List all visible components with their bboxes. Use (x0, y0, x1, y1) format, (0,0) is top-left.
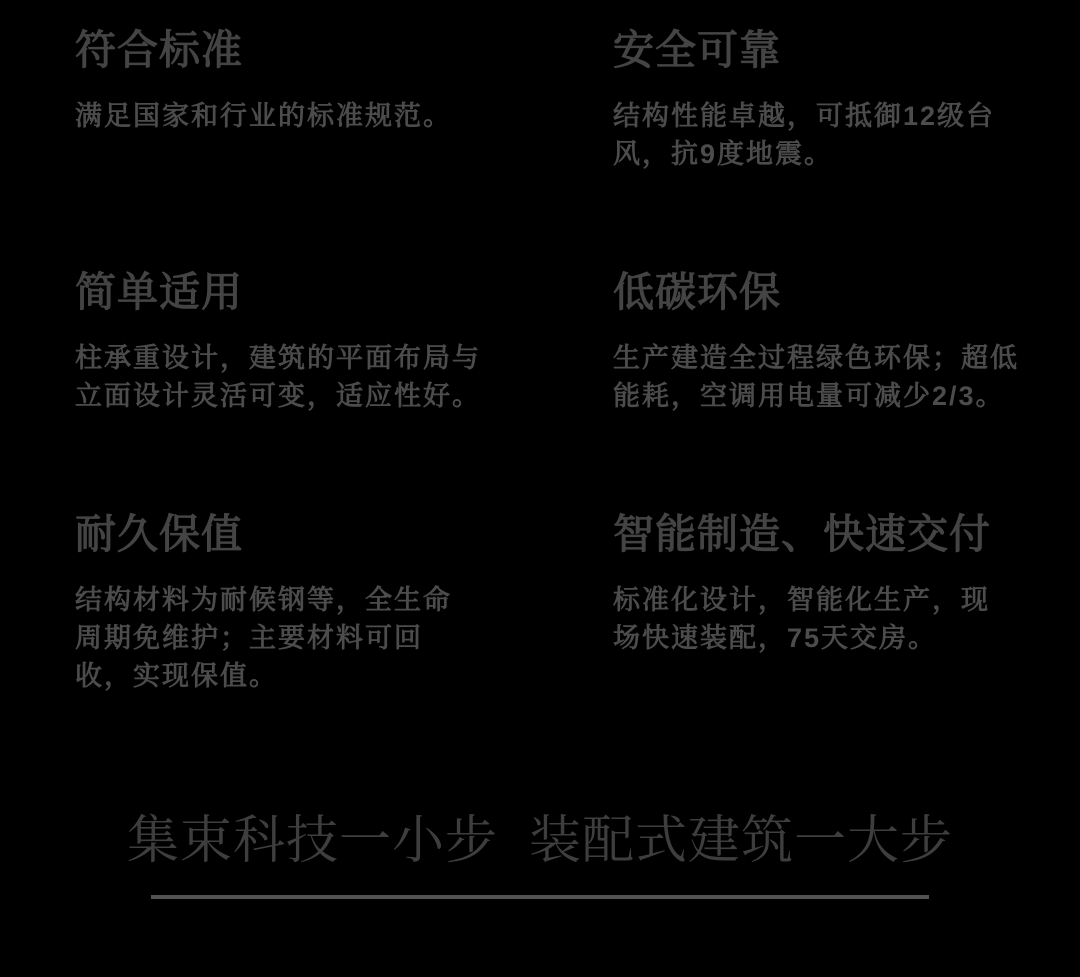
feature-item-smart-fast-delivery (613, 510, 1060, 752)
description-line: 结构性能卓越，可抵御12级台 (613, 101, 996, 132)
feature-title: 简单适用 (75, 269, 243, 315)
description-line: 生产建造全过程绿色环保；超低 (613, 343, 1019, 374)
feature-title: 符合标准 (75, 27, 243, 73)
slogan-text: 集束科技一小步 装配式建筑一大步 (127, 812, 953, 870)
description-line: 收，实现保值。 (75, 661, 278, 692)
description-line: 柱承重设计，建筑的平面布局与 (75, 343, 481, 374)
description-line: 风，抗9度地震。 (613, 139, 834, 170)
feature-title: 智能制造、快速交付 (613, 511, 991, 557)
feature-description (613, 339, 1060, 415)
feature-description (613, 97, 1060, 173)
description-line: 场快速装配，75天交房。 (613, 623, 938, 654)
description-line: 周期免维护；主要材料可回 (75, 623, 423, 654)
description-line: 标准化设计，智能化生产，现 (613, 585, 990, 616)
feature-item-durable-value (75, 510, 515, 752)
slogan-underline (151, 895, 929, 899)
feature-description (613, 581, 1060, 657)
slogan (0, 814, 1080, 899)
description-line: 能耗，空调用电量可减少2/3。 (613, 381, 1005, 412)
feature-description (75, 581, 515, 695)
feature-description (75, 339, 515, 415)
description-line: 结构材料为耐候钢等，全生命 (75, 585, 452, 616)
feature-item-safe-reliable (613, 26, 1060, 268)
feature-item-low-carbon-eco (613, 268, 1060, 510)
feature-item-simple-applicable (75, 268, 515, 510)
feature-title: 低碳环保 (613, 269, 781, 315)
feature-title: 安全可靠 (613, 27, 781, 73)
description-line: 满足国家和行业的标准规范。 (75, 101, 452, 132)
feature-description (75, 97, 515, 135)
description-line: 立面设计灵活可变，适应性好。 (75, 381, 481, 412)
feature-title: 耐久保值 (75, 511, 243, 557)
feature-item-comply-standard (75, 26, 515, 268)
